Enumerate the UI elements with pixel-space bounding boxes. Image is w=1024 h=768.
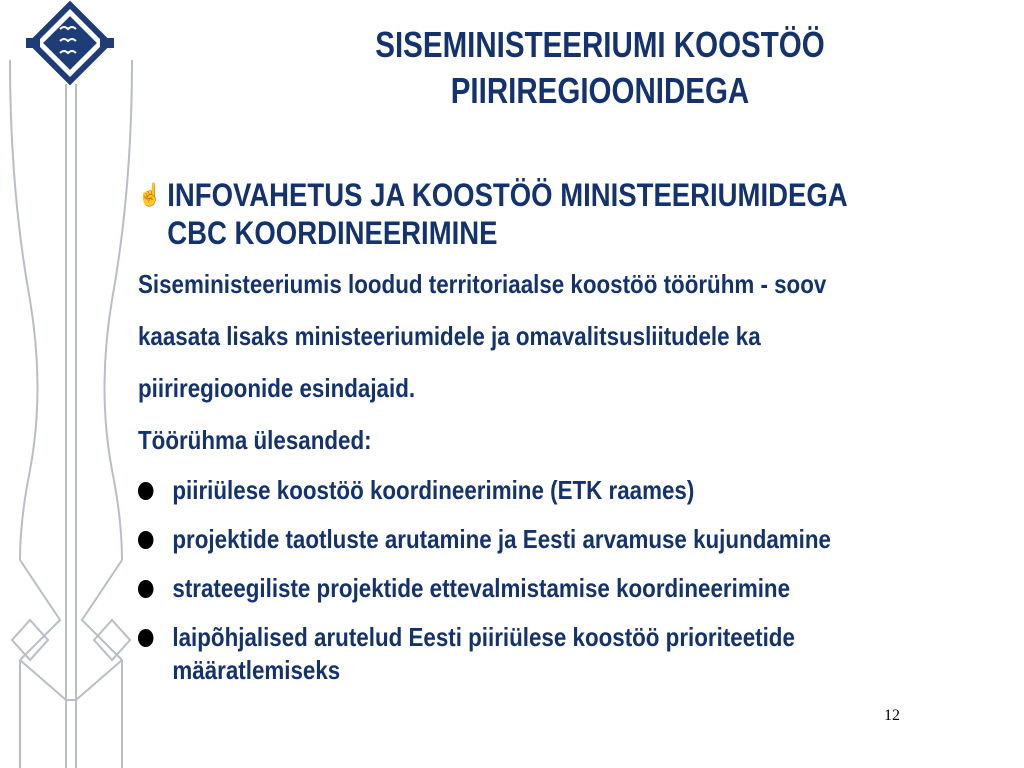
pointing-hand-icon: ☝: [138, 182, 162, 207]
list-item: [138, 621, 903, 687]
list-item-text: piiriülese koostöö koordineerimine (ETK raames): [172, 475, 695, 505]
paragraph-line: kaasata lisaks ministeeriumidele ja omavalitsusliitudele ka: [138, 321, 761, 351]
bullet-dot-icon: [138, 629, 153, 647]
bullet-dot-icon: [138, 580, 153, 598]
ministry-logo-icon: [22, 0, 118, 86]
paragraph-line: Töörühma ülesanded:: [138, 425, 372, 455]
list-item-text: laipõhjalised arutelud Eesti piiriülese koostöö prioriteetide määratlemiseks: [172, 622, 795, 685]
section-heading-line1: INFOVAHETUS JA KOOSTÖÖ MINISTEERIUMIDEGA: [167, 177, 848, 213]
section-heading: [138, 176, 895, 252]
page-number: 12: [884, 707, 900, 724]
bullet-dot-icon: [138, 482, 153, 500]
list-item: [138, 572, 895, 605]
slide-title-line1: SISEMINISTEERIUMI KOOSTÖÖ: [375, 24, 825, 65]
section-heading-line2: CBC KOORDINEERIMINE: [167, 215, 498, 251]
slide-title-line2: PIIRIREGIOONIDEGA: [450, 70, 750, 111]
list-item-text: projektide taotluste arutamine ja Eesti arvamuse kujundamine: [172, 524, 831, 554]
list-item-text: strateegiliste projektide ettevalmistamise koordineerimine: [172, 573, 791, 603]
slide-title: [297, 22, 904, 114]
bullet-dot-icon: [138, 531, 153, 549]
list-item: [138, 523, 895, 556]
slide-body: [138, 176, 895, 703]
paragraph-line: Siseministeeriumis loodud territoriaalse koostöö töörühm - soov: [138, 269, 827, 299]
paragraph-line: piiriregioonide esindajaid.: [138, 373, 416, 403]
list-item: [138, 474, 895, 507]
decorative-border-ornament: [0, 0, 140, 768]
